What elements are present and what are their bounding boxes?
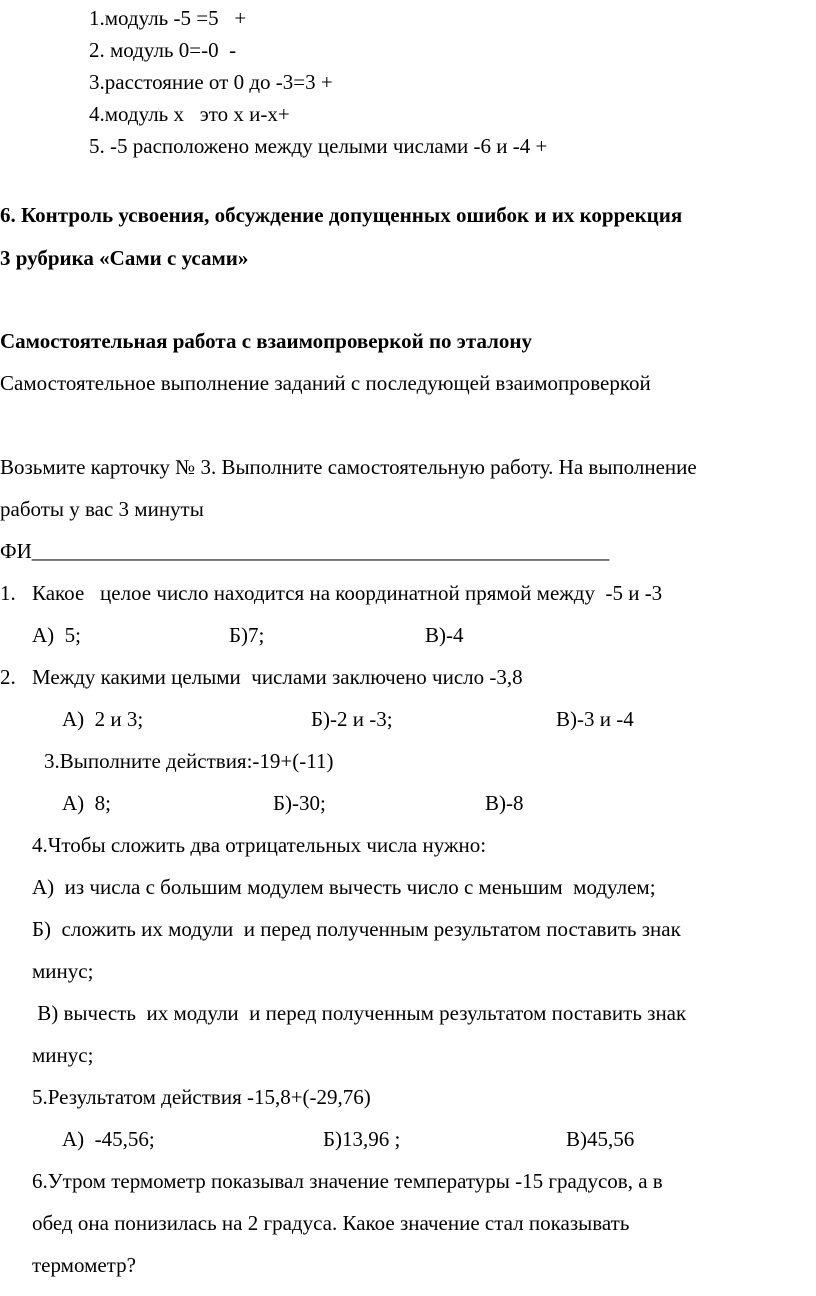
question-3-option-c: В)-8 bbox=[485, 791, 524, 815]
question-2-option-b: Б)-2 и -3; bbox=[311, 707, 393, 731]
question-4-option-c-line-2: минус; bbox=[32, 1043, 94, 1067]
question-4-option-b-line-2: минус; bbox=[32, 959, 94, 983]
question-6-line-1: 6.Утром термометр показывал значение температуры -15 градусов, а в bbox=[32, 1169, 663, 1193]
checklist-item-1: 1.модуль -5 =5 + bbox=[89, 6, 247, 30]
question-5-option-a: А) -45,56; bbox=[62, 1127, 155, 1151]
checklist-item-3: 3.расстояние от 0 до -3=3 + bbox=[89, 70, 333, 94]
question-4-text: 4.Чтобы сложить два отрицательных числа нужно: bbox=[32, 833, 487, 857]
question-6-line-2: обед она понизилась на 2 градуса. Какое значение стал показывать bbox=[32, 1211, 630, 1235]
question-2-option-c: В)-3 и -4 bbox=[556, 707, 634, 731]
section-heading-6: 6. Контроль усвоения, обсуждение допущенных ошибок и их коррекция bbox=[0, 203, 683, 227]
question-1-text: Какое целое число находится на координатной прямой между -5 и -3 bbox=[32, 581, 663, 605]
checklist-item-4: 4.модуль х это х и-х+ bbox=[89, 102, 290, 126]
work-subtitle: Самостоятельное выполнение заданий с последующей взаимопроверкой bbox=[0, 371, 651, 395]
checklist-item-2: 2. модуль 0=-0 - bbox=[89, 38, 237, 62]
question-6-line-3: термометр? bbox=[32, 1253, 136, 1277]
question-2-option-a: А) 2 и 3; bbox=[62, 707, 144, 731]
question-4-option-c-line-1: В) вычесть их модули и перед полученным результатом поставить знак bbox=[32, 1001, 687, 1025]
question-5-option-c: В)45,56 bbox=[566, 1127, 635, 1151]
question-3-option-b: Б)-30; bbox=[273, 791, 326, 815]
question-2-number: 2. bbox=[0, 665, 16, 689]
checklist-item-5: 5. -5 расположено между целыми числами -6 и -4 + bbox=[89, 134, 548, 158]
question-1-option-c: В)-4 bbox=[425, 623, 464, 647]
instruction-line-1: Возьмите карточку № 3. Выполните самостоятельную работу. На выполнение bbox=[0, 455, 697, 479]
question-5-option-b: Б)13,96 ; bbox=[323, 1127, 401, 1151]
question-2-text: Между какими целыми числами заключено число -3,8 bbox=[32, 665, 523, 689]
question-5-text: 5.Результатом действия -15,8+(-29,76) bbox=[32, 1085, 371, 1109]
question-3-option-a: А) 8; bbox=[62, 791, 111, 815]
name-field-line: ФИ_______________________________________________________ bbox=[0, 539, 610, 563]
question-4-option-a: А) из числа с большим модулем вычесть число с меньшим модулем; bbox=[32, 875, 656, 899]
question-1-option-a: А) 5; bbox=[32, 623, 81, 647]
work-title: Самостоятельная работа с взаимопроверкой по эталону bbox=[0, 329, 533, 353]
question-1-number: 1. bbox=[0, 581, 16, 605]
question-3-text: 3.Выполните действия:-19+(-11) bbox=[44, 749, 334, 773]
rubric-heading: 3 рубрика «Сами с усами» bbox=[0, 246, 249, 270]
instruction-line-2: работы у вас 3 минуты bbox=[0, 497, 204, 521]
question-4-option-b-line-1: Б) сложить их модули и перед полученным результатом поставить знак bbox=[32, 917, 681, 941]
question-1-option-b: Б)7; bbox=[229, 623, 265, 647]
